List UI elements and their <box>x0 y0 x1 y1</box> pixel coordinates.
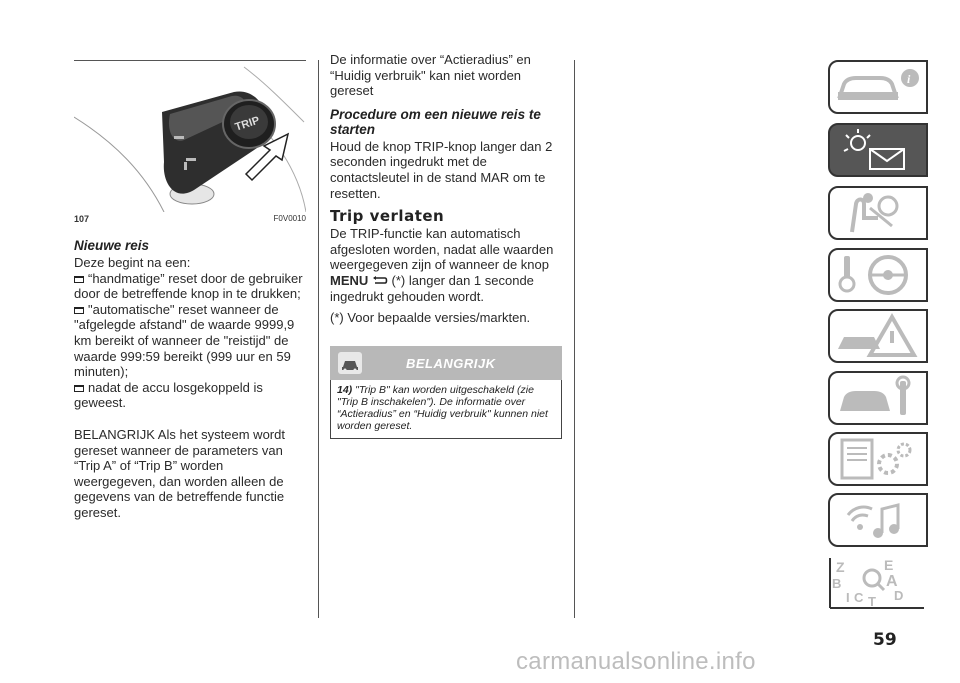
tab-safety[interactable] <box>828 186 928 240</box>
emergency-icon <box>830 311 926 361</box>
list-item <box>74 380 306 411</box>
multimedia-icon <box>830 495 926 545</box>
svg-text:Z: Z <box>836 559 845 575</box>
watermark: carmanualsonline.info <box>516 648 756 675</box>
column-middle <box>330 52 562 439</box>
tab-car-info[interactable] <box>828 60 928 114</box>
svg-text:B: B <box>832 576 842 591</box>
list-item <box>74 302 306 380</box>
heading-start-new-trip: Procedure om een nieuwe reis te starten <box>330 106 541 137</box>
figure-code: F0V0010 <box>273 214 306 223</box>
car-warning-icon <box>338 352 362 374</box>
svg-text:i: i <box>907 72 911 86</box>
top-rule <box>74 60 306 61</box>
tab-multimedia[interactable] <box>828 493 928 547</box>
svg-text:C: C <box>854 590 864 605</box>
trip-label: TRIP <box>233 114 262 134</box>
intro-text: Deze begint na een: <box>74 255 191 270</box>
heading-new-trip: Nieuwe reis <box>74 238 150 253</box>
page-number: 59 <box>873 630 897 650</box>
svg-text:E: E <box>884 557 894 573</box>
tab-emergency[interactable] <box>828 309 928 363</box>
tab-starting-driving[interactable] <box>828 248 928 302</box>
tab-maintenance[interactable] <box>828 371 928 425</box>
warning-box-header <box>330 346 562 380</box>
bullet-icon <box>74 276 84 283</box>
bullet-icon <box>74 307 84 314</box>
figure-trip-button <box>74 62 306 212</box>
warning-text: "Trip B" kan worden uitgeschakeld (zie "Trip B inschakelen"). De informatie over “Actieradius” en “Huidig verbruik" kunnen niet worden gereset. <box>337 383 548 432</box>
tab-technical-data[interactable] <box>828 432 928 486</box>
info-text: De informatie over “Actieradius” en “Huidig verbruik" kan niet worden gereset <box>330 52 531 99</box>
maintenance-icon <box>830 373 926 423</box>
warning-number: 14) <box>337 383 353 396</box>
tab-index[interactable] <box>828 556 928 610</box>
column-divider <box>574 60 575 618</box>
warning-title: BELANGRIJK <box>406 355 496 371</box>
list-item <box>74 271 306 302</box>
menu-key-label: MENU <box>330 272 369 288</box>
heading-exit-trip: Trip verlaten <box>330 207 445 226</box>
list-item-text: nadat de accu losgekoppeld is geweest. <box>74 379 263 411</box>
return-arrow-icon <box>372 276 388 285</box>
warning-lights-icon <box>830 125 926 175</box>
procedure-text: Houd de knop TRIP-knop langer dan 2 seconden ingedrukt met de contactsleutel in de stand MAR om te resetten. <box>330 138 553 201</box>
note-important: BELANGRIJK Als het systeem wordt gereset wanneer de parameters van “Trip A” of “Trip B” worden weergegeven, dan worden alleen de gegevens van de betreffende functie gereset. <box>74 426 285 520</box>
warning-box-body <box>330 380 562 439</box>
car-info-icon <box>830 62 926 112</box>
figure-number: 107 <box>74 214 90 224</box>
svg-text:T: T <box>868 594 876 609</box>
airbag-seat-icon <box>830 188 926 238</box>
bullet-icon <box>74 385 84 392</box>
figure-caption <box>74 214 306 224</box>
tab-warning-lights[interactable] <box>828 123 928 177</box>
exit-trip-text-b: (*) langer dan 1 seconde ingedrukt gehouden wordt. <box>330 272 534 304</box>
column-left <box>74 62 306 521</box>
exit-trip-text-a: De TRIP-functie kan automatisch afgesloten worden, nadat alle waarden weergegeven zijn of wanneer de knop <box>330 226 554 273</box>
trip-stalk-illustration <box>74 62 306 212</box>
svg-text:D: D <box>894 588 904 603</box>
column-divider <box>318 60 319 618</box>
list-item-text: "automatische" reset wanneer de "afgelegde afstand" de waarde 9999,9 km bereikt of wanneer de "reistijd" de waarde 999:59 bereikt (999 uur en 59 minuten); <box>74 301 295 380</box>
footnote: (*) Voor bepaalde versies/markten. <box>330 310 531 326</box>
steering-key-icon <box>830 250 926 300</box>
index-icon <box>828 556 924 610</box>
exit-trip-text <box>330 226 562 304</box>
technical-data-icon <box>830 434 926 484</box>
svg-text:I: I <box>846 590 850 605</box>
svg-text:A: A <box>886 573 898 590</box>
list-item-text: “handmatige” reset door de gebruiker door de betreffende knop in te drukken; <box>74 270 303 302</box>
